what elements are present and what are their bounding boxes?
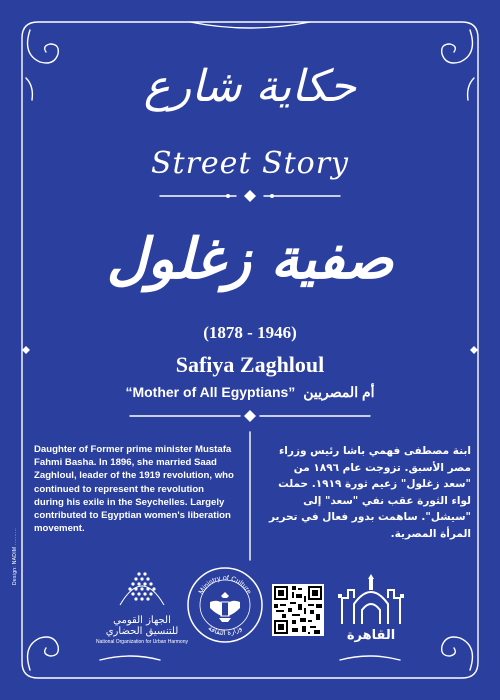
cairo-logo xyxy=(334,574,408,644)
nouh-name-arabic: الجهاز القومي للتنسيق الحضاري xyxy=(105,615,179,637)
cairo-name-arabic: القاهرة xyxy=(346,628,396,643)
person-name-english: Safiya Zaghloul xyxy=(175,352,325,377)
ministry-name-arabic: وزارة الثقافة xyxy=(206,624,244,638)
nouh-name-english: National Organization for Urban Harmony xyxy=(96,639,188,645)
nickname-arabic: أم المصريين xyxy=(303,384,375,400)
qr-code-icon xyxy=(272,584,324,636)
nickname xyxy=(0,384,500,401)
ministry-seal xyxy=(186,566,264,644)
description-arabic: ابنة مصطفى فهمي باشا رئيس وزراء مصر الأسبق. تزوجت عام ١٨٩٦ من "سعد زغلول" زعيم ثورة ١٩١٩. حملت لواء الثورة عقب نفي "سعد" إلى "سيشل". ساهمت بدور فعال في تحرير المرأة المصرية. xyxy=(268,445,471,540)
title-arabic: حكاية شارع xyxy=(143,61,357,112)
title-english: Street Story xyxy=(150,146,349,181)
ministry-name-english: Ministry of Culture xyxy=(197,574,253,596)
eagle-icon xyxy=(210,592,240,622)
nouh-emblem-icon xyxy=(96,565,188,609)
description-english: Daughter of Former prime minister Mustafa Fahmi Basha. In 1896, she married Saad Zaghloul, leader of the 1919 revolution, who continued to represent the revolution during his exile in the Seychelles. Largely contributed to Egyptian women's liberation movement. xyxy=(34,444,234,535)
person-name-arabic: صفية زغلول xyxy=(106,226,394,292)
cairo-emblem-icon xyxy=(334,574,408,626)
design-credit: Design: NADIM .......... xyxy=(12,528,18,585)
nouh-logo xyxy=(96,565,188,645)
ministry-seal-icon xyxy=(186,566,264,644)
nickname-english: “Mother of All Egyptians” xyxy=(125,384,296,400)
qr-code[interactable] xyxy=(272,584,324,636)
lifespan-years: (1878 - 1946) xyxy=(203,323,297,342)
